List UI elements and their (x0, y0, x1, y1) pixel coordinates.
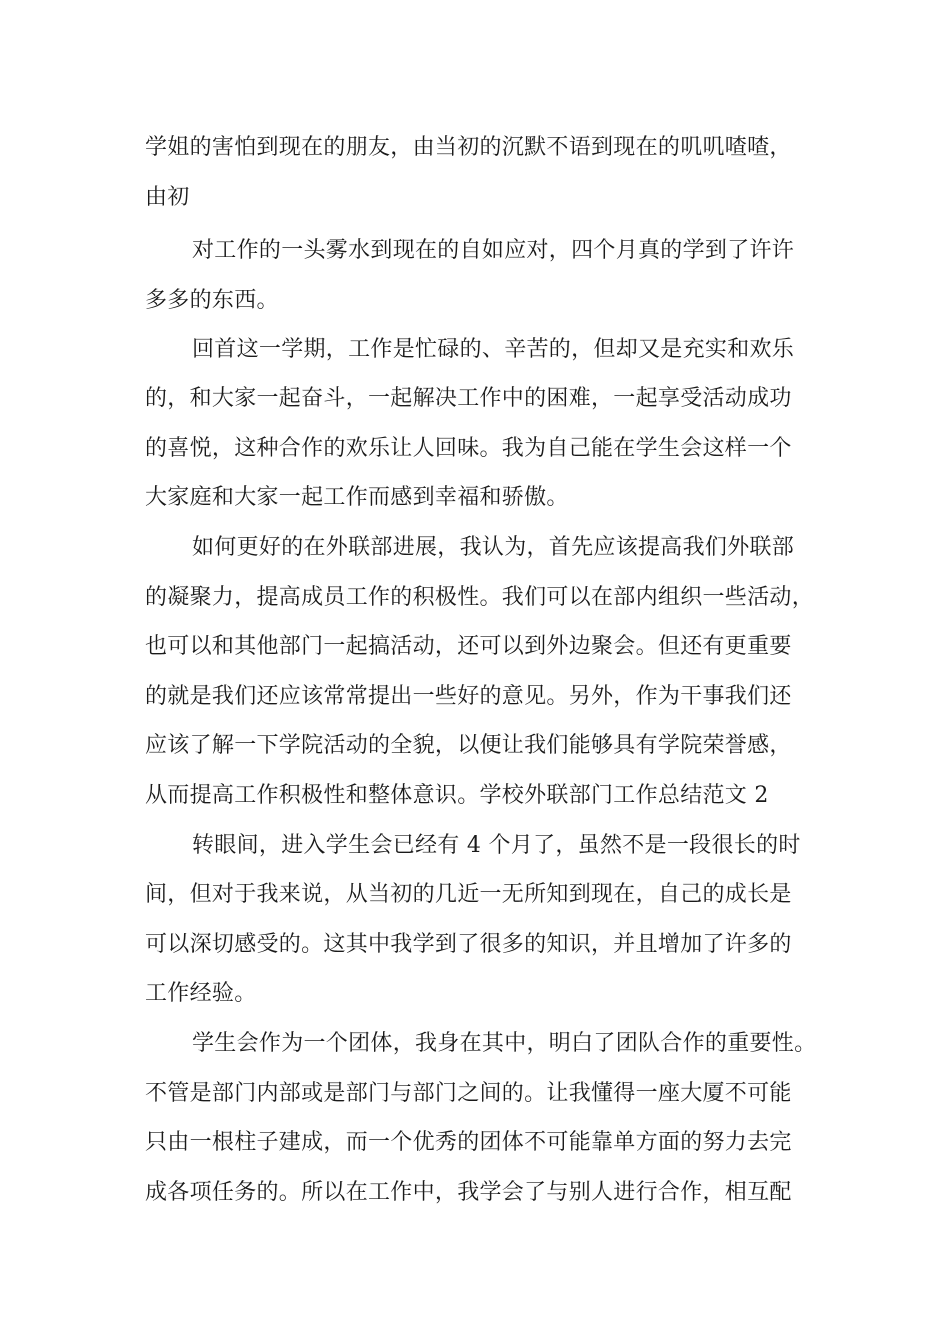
text-line: 不管是部门内部或是部门与部门之间的。让我懂得一座大厦不可能 (145, 1081, 792, 1106)
text-line: 从而提高工作积极性和整体意识。学校外联部门工作总结范文 2 (145, 783, 769, 808)
text-line: 大家庭和大家一起工作而感到幸福和骄傲。 (145, 485, 569, 510)
text-line: 可以深切感受的。这其中我学到了很多的知识，并且增加了许多的 (145, 932, 792, 957)
text-line: 的凝聚力，提高成员工作的积极性。我们可以在部内组织一些活动， (145, 585, 815, 610)
text-line: 只由一根柱子建成，而一个优秀的团体不可能靠单方面的努力去完 (145, 1130, 792, 1155)
text-line: 应该了解一下学院活动的全貌，以便让我们能够具有学院荣誉感， (145, 733, 792, 758)
paragraph-start-line: 对工作的一头雾水到现在的自如应对，四个月真的学到了许许 (192, 238, 795, 263)
paragraph-start-line: 回首这一学期，工作是忙碌的、辛苦的，但却又是充实和欢乐 (192, 337, 795, 362)
text-line: 多多的东西。 (145, 288, 279, 313)
text-line: 由初 (145, 185, 190, 210)
text-line: 学姐的害怕到现在的朋友，由当初的沉默不语到现在的叽叽喳喳， (145, 135, 792, 160)
paragraph-start-line: 学生会作为一个团体，我身在其中，明白了团队合作的重要性。 (192, 1031, 817, 1056)
text-line: 的喜悦，这种合作的欢乐让人回味。我为自己能在学生会这样一个 (145, 436, 792, 461)
text-line: 的就是我们还应该常常提出一些好的意见。另外，作为干事我们还 (145, 684, 792, 709)
paragraph-start-line: 转眼间，进入学生会已经有 4 个月了，虽然不是一段很长的时 (192, 833, 801, 858)
text-line: 也可以和其他部门一起搞活动，还可以到外边聚会。但还有更重要 (145, 634, 792, 659)
text-line: 的，和大家一起奋斗，一起解决工作中的困难，一起享受活动成功 (145, 386, 792, 411)
paragraph-start-line: 如何更好的在外联部进展，我认为，首先应该提高我们外联部 (192, 535, 795, 560)
text-line: 成各项任务的。所以在工作中，我学会了与别人进行合作，相互配 (145, 1180, 792, 1205)
text-line: 工作经验。 (145, 981, 257, 1006)
text-line: 间，但对于我来说，从当初的几近一无所知到现在，自己的成长是 (145, 882, 792, 907)
